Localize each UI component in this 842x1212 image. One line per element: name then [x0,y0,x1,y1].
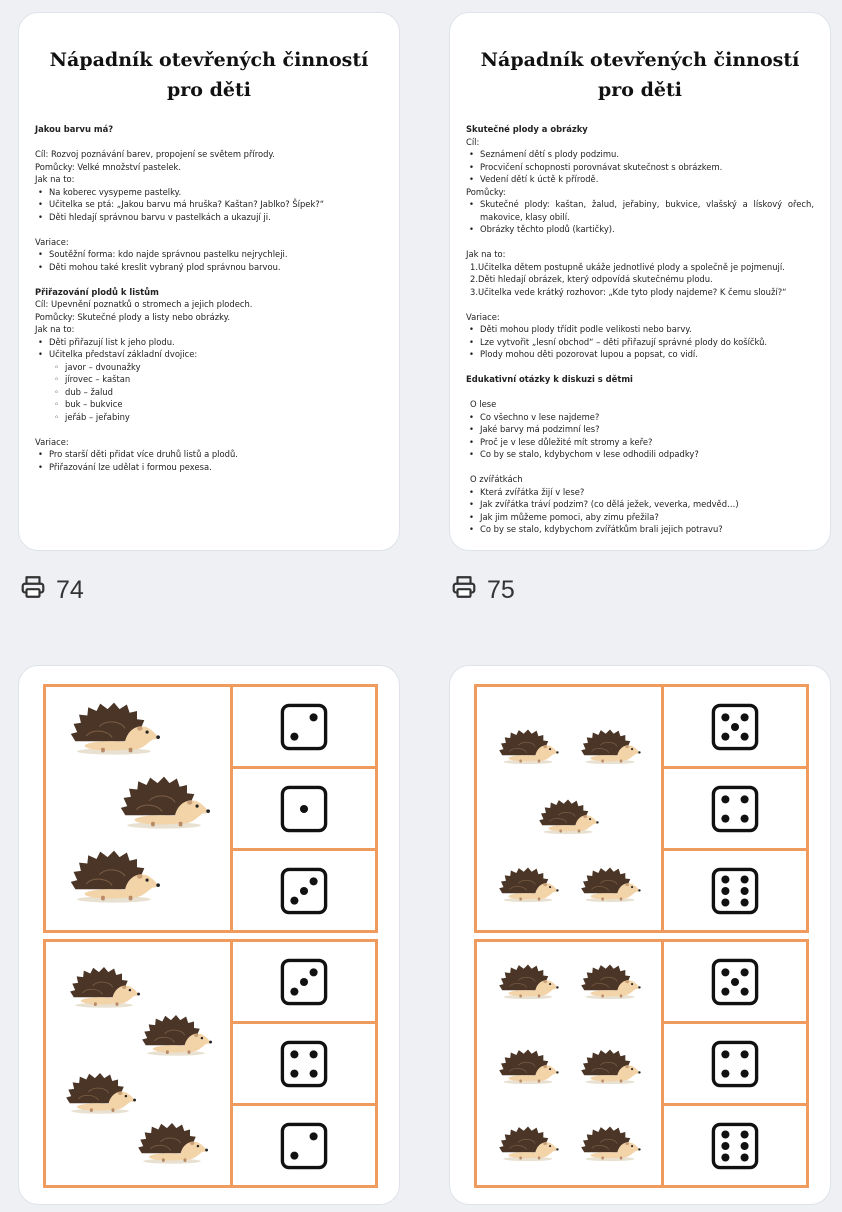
document-card-74[interactable] [18,12,400,551]
list-item: • Procvičení schopnosti porovnávat skutečnost s obrázkem. [466,161,814,174]
die-6-icon [664,1106,806,1185]
printer-icon [451,574,487,607]
list-item: • Lze vytvořit „lesní obchod“ – děti přiřazují správné plody do košíčků. [466,336,814,349]
die-4-icon [664,1024,806,1106]
hedgehog-icon [579,865,641,907]
die-3-icon [233,942,375,1024]
numbered-item: 2.Děti hledají obrázek, který odpovídá skutečnému plodu. [470,274,713,284]
text-line: Variace: [35,436,69,447]
text-line: Variace: [35,236,69,247]
hedgehog-dice-sheet [474,684,809,933]
hedgehog-icon [579,1124,641,1166]
numbered-item: O lese [470,399,497,409]
hedgehog-dice-sheet [474,939,809,1188]
text-line: Pomůcky: [466,186,506,197]
text-line: Cíl: [466,136,480,147]
hedgehog-icon [579,962,641,1004]
list-item: • Učitelka se ptá: „Jakou barvu má hruška? Kaštan? Jablko? Šípek?“ [35,198,383,211]
section-heading: Jakou barvu má? [35,124,114,134]
list-item: • Učitelka představí základní dvojice: [35,348,383,361]
section-heading: Přiřazování plodů k listům [35,286,159,297]
hedgehog-icon [497,727,559,769]
list-item: • Co by se stalo, kdybychom zvířátkům brali jejich potravu? [466,523,814,536]
hedgehog-dice-sheet [43,684,378,933]
print-count-75[interactable] [451,575,515,605]
document-body [35,123,383,473]
die-6-icon [664,851,806,930]
hedgehog-image-area [46,687,233,930]
text-line: Variace: [466,311,500,322]
text-line: Jak na to: [35,174,75,184]
spacer [35,223,383,236]
list-item: • Proč je v lese důležité mít stromy a keře? [466,436,814,449]
dice-column [233,942,375,1185]
document-title: Nápadník otevřených činností pro děti [480,49,800,101]
worksheet-card-left[interactable] [18,665,400,1205]
dice-column [233,687,375,930]
spacer [35,273,383,286]
text-line: Jak na to: [35,324,75,334]
list-item: • Soutěžní forma: kdo najde správnou pastelku nejrychleji. [35,248,383,261]
sub-list-item: ◦ javor – dvounažky [35,361,383,374]
list-item: • Obrázky těchto plodů (kartičky). [466,223,814,236]
hedgehog-icon [497,962,559,1004]
die-2-icon [233,687,375,769]
print-count-value: 75 [487,575,515,604]
die-2-icon [233,1106,375,1185]
hedgehog-image-area [477,687,664,930]
list-item: • Jaké barvy má podzimní les? [466,423,814,436]
spacer [466,361,814,374]
sub-list-item: ◦ buk – bukvice [35,398,383,411]
hedgehog-icon [579,1047,641,1089]
hedgehog-dice-sheet [43,939,378,1188]
text-line: Cíl: Upevnění poznatků o stromech a jejich plodech. [35,299,253,309]
printer-icon [20,574,56,607]
list-item: • Přiřazování lze udělat i formou pexesa. [35,461,383,474]
list-item: • Co by se stalo, kdybychom v lese odhodili odpadky? [466,448,814,461]
list-item: • Pro starší děti přidat více druhů listů a plodů. [35,448,383,461]
numbered-item: 3.Učitelka vede krátký rozhovor: „Kde tyto plody najdeme? K čemu slouží?“ [470,286,787,297]
list-item: • Děti hledají správnou barvu v pastelkách a ukazují ji. [35,211,383,224]
sub-list-item: ◦ jeřáb – jeřabiny [35,411,383,424]
spacer [466,386,814,399]
spacer [35,423,383,436]
list-item: • Která zvířátka žijí v lese? [466,486,814,499]
hedgehog-icon [497,1047,559,1089]
die-4-icon [664,769,806,851]
print-count-74[interactable] [20,575,84,605]
hedgehog-icon [68,699,160,760]
list-item: • Děti přiřazují list k jeho plodu. [35,336,383,349]
list-item: • Děti mohou plody třídit podle velikosti nebo barvy. [466,323,814,336]
numbered-item: O zvířátkách [470,474,523,484]
text-line: Pomůcky: Skutečné plody a listy nebo obrázky. [35,311,231,322]
spacer [466,236,814,249]
hedgehog-icon [537,797,599,839]
die-1-icon [233,769,375,851]
worksheet-card-right[interactable] [449,665,831,1205]
list-item: • Seznámení dětí s plody podzimu. [466,148,814,161]
hedgehog-icon [64,1070,136,1119]
sub-list-item: ◦ dub – žalud [35,386,383,399]
dice-column [664,687,806,930]
spacer [35,136,383,149]
text-line: Jak na to: [466,249,506,259]
hedgehog-icon [68,964,140,1013]
list-item: • Na koberec vysypeme pastelky. [35,186,383,199]
text-line: Pomůcky: Velké množství pastelek. [35,161,182,172]
document-card-75[interactable] [449,12,831,551]
hedgehog-icon [497,1124,559,1166]
hedgehog-icon [497,865,559,907]
document-body [466,123,814,536]
hedgehog-icon [68,847,160,908]
spacer [466,461,814,474]
hedgehog-image-area [46,942,233,1185]
print-count-value: 74 [56,575,84,604]
hedgehog-image-area [477,942,664,1185]
list-item: • Děti mohou také kreslit vybraný plod správnou barvou. [35,261,383,274]
list-item: • Skutečné plody: kaštan, žalud, jeřabiny, bukvice, vlašský a lískový ořech, makovice, klasy obilí. [466,198,814,223]
hedgehog-icon [140,1012,212,1061]
dice-column [664,942,806,1185]
list-item: • Jak jim můžeme pomoci, aby zimu přežila? [466,511,814,524]
spacer [466,298,814,311]
hedgehog-icon [118,773,210,834]
list-item: • Co všechno v lese najdeme? [466,411,814,424]
die-3-icon [233,851,375,930]
die-4-icon [233,1024,375,1106]
die-5-icon [664,687,806,769]
list-item: • Vedení dětí k úctě k přírodě. [466,173,814,186]
list-item: • Jak zvířátka tráví podzim? (co dělá ježek, veverka, medvěd…) [466,498,814,511]
text-line: Cíl: Rozvoj poznávání barev, propojení se světem přírody. [35,149,275,159]
section-heading: Edukativní otázky k diskuzi s dětmi [466,374,633,384]
sub-list-item: ◦ jírovec – kaštan [35,373,383,386]
hedgehog-icon [136,1120,208,1169]
numbered-item: 1.Učitelka dětem postupně ukáže jednotlivé plody a společně je pojmenují. [470,261,785,272]
section-heading: Skutečné plody a obrázky [466,124,588,134]
document-title: Nápadník otevřených činností pro děti [49,49,369,101]
die-5-icon [664,942,806,1024]
hedgehog-icon [579,727,641,769]
list-item: • Plody mohou děti pozorovat lupou a popsat, co vidí. [466,348,814,361]
